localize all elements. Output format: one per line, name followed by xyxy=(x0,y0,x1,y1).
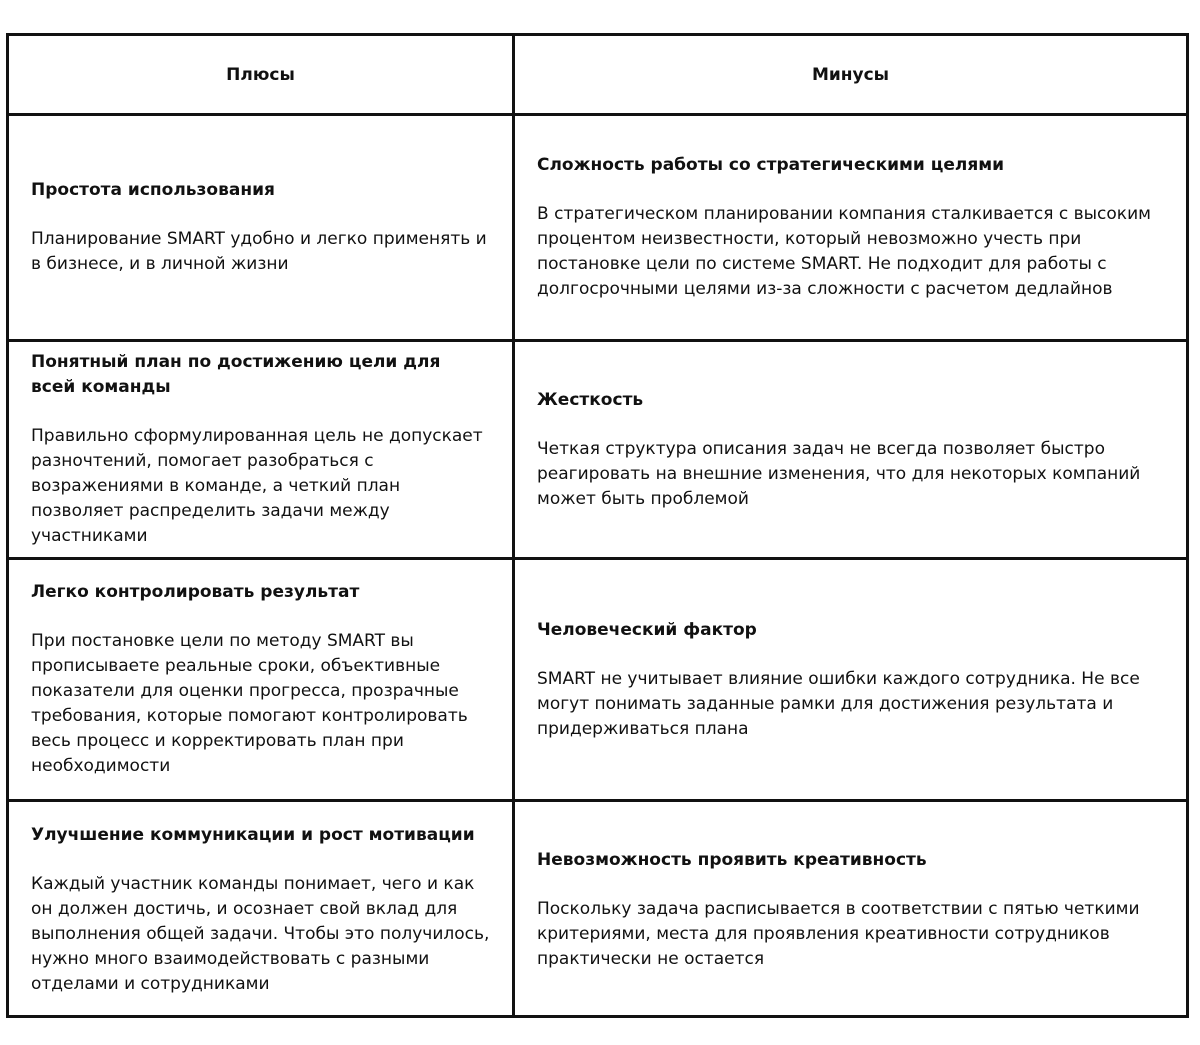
con-title: Невозможность проявить креативность xyxy=(537,850,927,870)
table-header-row xyxy=(9,36,1186,113)
table-row xyxy=(9,339,1186,557)
con-cell xyxy=(515,116,1186,339)
pro-cell xyxy=(9,802,515,1018)
con-title: Человеческий фактор xyxy=(537,619,757,640)
table-row xyxy=(9,799,1186,1018)
pro-text: Каждый участник команды понимает, чего и как он должен достичь, и осознает свой вклад для выполнения общей задачи. Чтобы это получилось, нужно много взаимодействовать с разными отделами и сотрудниками xyxy=(31,874,490,994)
table-row xyxy=(9,557,1186,799)
table-row xyxy=(9,113,1186,339)
con-text: Четкая структура описания задач не всегда позволяет быстро реагировать на внешние изменения, что для некоторых компаний может быть проблемой xyxy=(537,438,1141,509)
con-title: Сложность работы со стратегическими целями xyxy=(537,155,1005,175)
pro-cell xyxy=(9,342,515,557)
pro-text: При постановке цели по методу SMART вы прописываете реальные сроки, объективные показатели для оценки прогресса, прозрачные требования, которые помогают контролировать весь процесс и корректировать план при необходимости xyxy=(31,631,468,776)
header-cell-cons xyxy=(515,36,1186,113)
header-pros-label: Плюсы xyxy=(226,64,295,85)
pro-text: Планирование SMART удобно и легко применять и в бизнесе, и в личной жизни xyxy=(31,229,487,274)
header-cell-pros xyxy=(9,36,515,113)
pro-text: Правильно сформулированная цель не допускает разночтений, помогает разобраться с возражениями в команде, а четкий план позволяет распределить задачи между участниками xyxy=(31,426,483,546)
pro-cell xyxy=(9,560,515,799)
con-cell xyxy=(515,342,1186,557)
pro-title: Улучшение коммуникации и рост мотивации xyxy=(31,825,475,845)
pro-cell xyxy=(9,116,515,339)
pro-title: Простота использования xyxy=(31,180,275,200)
pro-title: Понятный план по достижению цели для всей команды xyxy=(31,352,441,397)
con-cell xyxy=(515,560,1186,799)
con-text: SMART не учитывает влияние ошибки каждого сотрудника. Не все могут понимать заданные рамки для достижения результата и придерживаться плана xyxy=(537,668,1140,739)
con-title: Жесткость xyxy=(537,389,644,410)
con-text: В стратегическом планировании компания сталкивается с высоким процентом неизвестности, который невозможно учесть при постановке цели по системе SMART. Не подходит для работы с долгосрочными целями из-за сложности с расчетом дедлайнов xyxy=(537,204,1151,299)
pros-cons-table xyxy=(6,33,1189,1018)
con-cell xyxy=(515,802,1186,1018)
pro-title: Легко контролировать результат xyxy=(31,582,360,602)
con-text: Поскольку задача расписывается в соответствии с пятью четкими критериями, места для проявления креативности сотрудников практически не остается xyxy=(537,899,1140,969)
header-cons-label: Минусы xyxy=(811,64,890,85)
